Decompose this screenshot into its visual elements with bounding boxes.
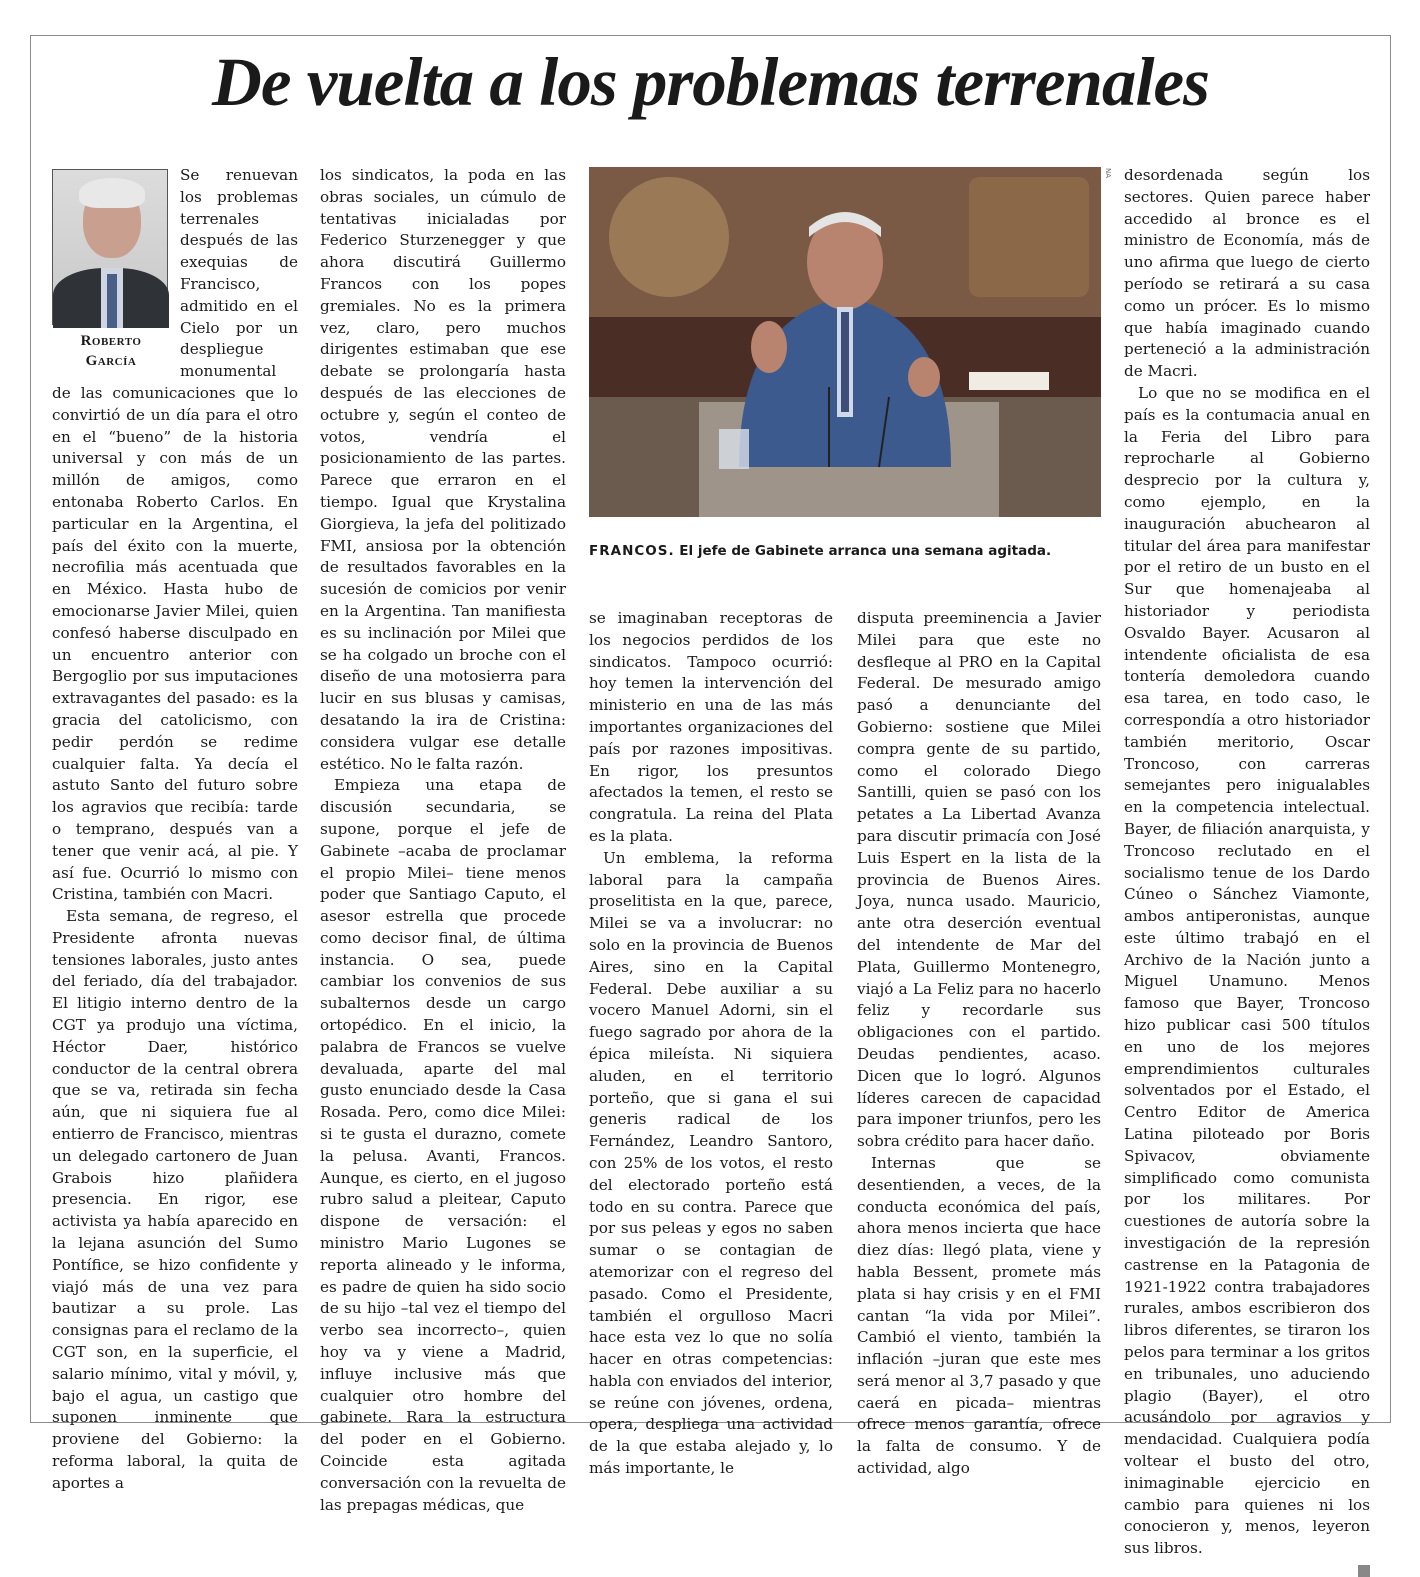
caption-text: El jefe de Gabinete arranca una semana agitada.	[674, 543, 1052, 559]
paragraph: Empieza una etapa de discusión secundaria, se supone, porque el jefe de Gabinete –acaba de proclamar el propio Milei– tiene menos poder que Santiago Caputo, el asesor estrella que procede como decisor final, de última instancia. O sea, puede cambiar los convenios de sus subalternos desde un cargo ortopédico. En el inicio, la palabra de Francos se vuelve devaluada, aparte del mal gusto enunciado desde la Casa Rosada. Pero, como dice Milei: si te gusta el durazno, comete la pelusa. Avanti, Francos. Aunque, es cierto, en el jugoso rubro salud a pleitear, Caputo dispone de versación: el ministro Mario Lugones se reporta alineado y le informa, es padre de quien ha sido socio de su hijo –tal vez el tiempo del verbo sea incorrecto–, quien hoy va y viene a Madrid, influye inclusive más que cualquier otro hombre del gabinete. Rara la estructura del poder en el Gobierno. Coincide esta agitada conversación con la revuelta de las prepagas médicas, que	[320, 776, 566, 1514]
author-box	[52, 169, 170, 371]
paragraph: disputa preeminencia a Javier Milei para que este no desfleque al PRO en la Capital Federal. De mesurado amigo pasó a denunciante del Gobierno: sostiene que Milei compra gente de su partido, como el colorado Diego Santilli, quien se pasó con los petates a La Libertad Avanza para discutir primacía con José Luis Espert en la lista de la provincia de Buenos Aires. Joya, nunca usado. Mauricio, ante otra deserción eventual del intendente de Mar del Plata, Guillermo Montenegro, viajó a La Feliz para no hacerlo feliz y recordarle sus obligaciones con el partido. Deudas pendientes, acaso. Dicen que lo logró. Algunos líderes carecen de capacidad para imponer triunfos, pero les sobra crédito para hacer daño.	[857, 609, 1101, 1151]
article-column-2	[320, 165, 566, 1514]
paragraph: desordenada según los sectores. Quien parece haber accedido al bronce es el ministro de Economía, más de uno afirma que luego de cierto período se retirará a su casa como un prócer. Es lo mismo que había imaginado cuando perteneció a la administración de Macri.	[1124, 166, 1370, 381]
paragraph: Se renuevan los problemas terrenales después de las exequias de Francisco, admitido en el Cielo por un despliegue monumental de las comunicaciones que lo convirtió de un día para el otro en el “bueno” de la historia universal y con más de un millón de amigos, como entonaba Roberto Carlos. En particular en la Argentina, el país del éxito con la muerte, necrofilia más acentuada que en México. Hasta hubo de emocionarse Javier Milei, quien confesó haberse disculpado en un encuentro anterior con Bergoglio por sus imputaciones extravagantes del pasado: es la gracia del catolicismo, con pedir perdón se redime cualquier falta. Ya decía el astuto Santo del futuro sobre los agravios que recibía: tarde o temprano, después van a tener que venir acá, al pie. Y así fue. Ocurrió lo mismo con Cristina, también con Macri.	[52, 166, 298, 904]
author-last-name: García	[85, 353, 137, 369]
article-column-1	[52, 165, 298, 1492]
author-name	[52, 331, 170, 371]
paragraph: Lo que no se modifica en el país es la contumacia anual en la Feria del Libro para reprocharle al Gobierno desprecio por la cultura y, como ejemplo, en la inauguración abuchearon al titular del área para manifestar por el retiro de un busto en el Sur que homenajeaba al historiador y periodista Osvaldo Bayer. Acusaron al intendente oficialista de esa tontería demoledora cuando esa tarea, en todo caso, le correspondía a otro historiador también meritorio, Oscar Troncoso, con carreras semejantes pero inigualables en la competencia intelectual. Bayer, de filiación anarquista, y Troncoso reclutado en el socialismo tenue de los Dardo Cúneo o Sánchez Viamonte, ambos antiperonistas, aunque este último trabajó en el Archivo de la Nación junto a Miguel Unamuno. Menos famoso que Bayer, Troncoso hizo publicar casi 500 títulos en uno de los mejores emprendimientos culturales solventados por el Estado, el Centro Editor de America Latina piloteado por Boris Spivacov, obviamente simplificado como comunista por los militares. Por cuestiones de autoría sobre la investigación de la represión castrense en la Patagonia de 1921-1922 contra trabajadores rurales, ambos escribieron dos libros diferentes, se tiraron los pelos para terminar a los gritos en tribunales, uno aduciendo plagio (Bayer), el otro acusándolo por agravios y mendacidad. Cualquiera podía voltear el busto del otro, inimaginable ejercicio en cambio para quienes ni los conocieron y, menos, leyeron sus libros.	[1124, 383, 1370, 1558]
paragraph: Esta semana, de regreso, el Presidente afronta nuevas tensiones laborales, justo antes del feriado, día del trabajador. El litigio interno dentro de la CGT ya produjo una víctima, Héctor Daer, histórico conductor de la central obrera que se va, retirada sin fecha aún, que ni siquiera fue al entierro de Francisco, mientras un delegado cartonero de Juan Grabois hizo plañidera presencia. En rigor, ese activista ya había aparecido en la lejana asunción del Sumo Pontífice, se hizo confidente y viajó más de una vez para bautizar a su prole. Las consignas para el reclamo de la CGT son, en la superficie, el salario mínimo, vital y móvil, y, bajo el agua, un castigo que suponen inminente que proviene del Gobierno: la reforma laboral, la quita de aportes a	[52, 907, 298, 1492]
headline: De vuelta a los problemas terrenales	[211, 44, 1209, 120]
photo-credit: NA	[1104, 168, 1112, 179]
paragraph: los sindicatos, la poda en las obras sociales, un cúmulo de tentativas inicialadas por Federico Sturzenegger y que ahora discutirá Guillermo Francos con los popes gremiales. No es la primera vez, claro, pero muchos dirigentes estimaban que ese debate se prolongaría hasta después de las elecciones de octubre y, según el conteo de votos, vendría el posicionamiento de las partes. Parece que erraron en el tiempo. Igual que Krystalina Giorgieva, la jefa del politizado FMI, ansiosa por la obtención de resultados favorables en la sucesión de comicios por venir en la Argentina. Tan manifiesta es su inclinación por Milei que se ha colgado un broche con el diseño de una motosierra para lucir en sus blusas y camisas, desatando la ira de Cristina: considera vulgar ese detalle estético. No le falta razón.	[320, 166, 566, 773]
paragraph: Un emblema, la reforma laboral para la campaña proselitista en la que, parece, Milei se va a involucrar: no solo en la provincia de Buenos Aires, sino en la Capital Federal. Debe auxiliar a su vocero Manuel Adorni, sin el fuego sagrado por ahora de la épica mileísta. Ni siquiera aluden, en el territorio porteño, que si gana el sui generis radical de los Fernández, Leandro Santoro, con 25% de los votos, el resto del electorado porteño está todo en su contra. Parece que por sus peleas y egos no saben sumar o se contagian de atemorizar con el regreso del pasado. Como el Presidente, también el orgulloso Macri hace esta vez lo que no solía hacer en otras competencias: habla con enviados del interior, se reúne con jóvenes, ordena, opera, despliega una actividad de la que estaba alejado y, lo más importante, le	[589, 848, 833, 1478]
photo-caption	[589, 543, 1109, 559]
paragraph: se imaginaban receptoras de los negocios perdidos de los sindicatos. Tampoco ocurrió: hoy temen la intervención del ministerio en una de las más importantes organizaciones del país por razones impositivas. En rigor, los presuntos afectados la temen, el resto se congratula. La reina del Plata es la plata.	[589, 609, 833, 845]
article-column-5	[1124, 165, 1370, 1558]
article-column-3	[589, 608, 833, 1478]
author-portrait	[52, 169, 168, 325]
article-column-4	[857, 608, 1101, 1478]
author-first-name: Roberto	[80, 333, 142, 349]
caption-lead: FRANCOS.	[589, 543, 675, 559]
paragraph: Internas que se desentienden, a veces, de la conducta económica del país, ahora menos incierta que hace diez días: llegó plata, viene y habla Bessent, promete más plata si hay crisis y en el FMI cantan “la vida por Milei”. Cambió el viento, también la inflación –juran que este mes será menor al 3,7 pasado y que caerá en picada– mientras ofrece menos garantía, ofrece la falta de consumo. Y de actividad, algo	[857, 1153, 1101, 1478]
article-photo	[589, 167, 1101, 517]
end-mark-icon	[1358, 1565, 1370, 1577]
